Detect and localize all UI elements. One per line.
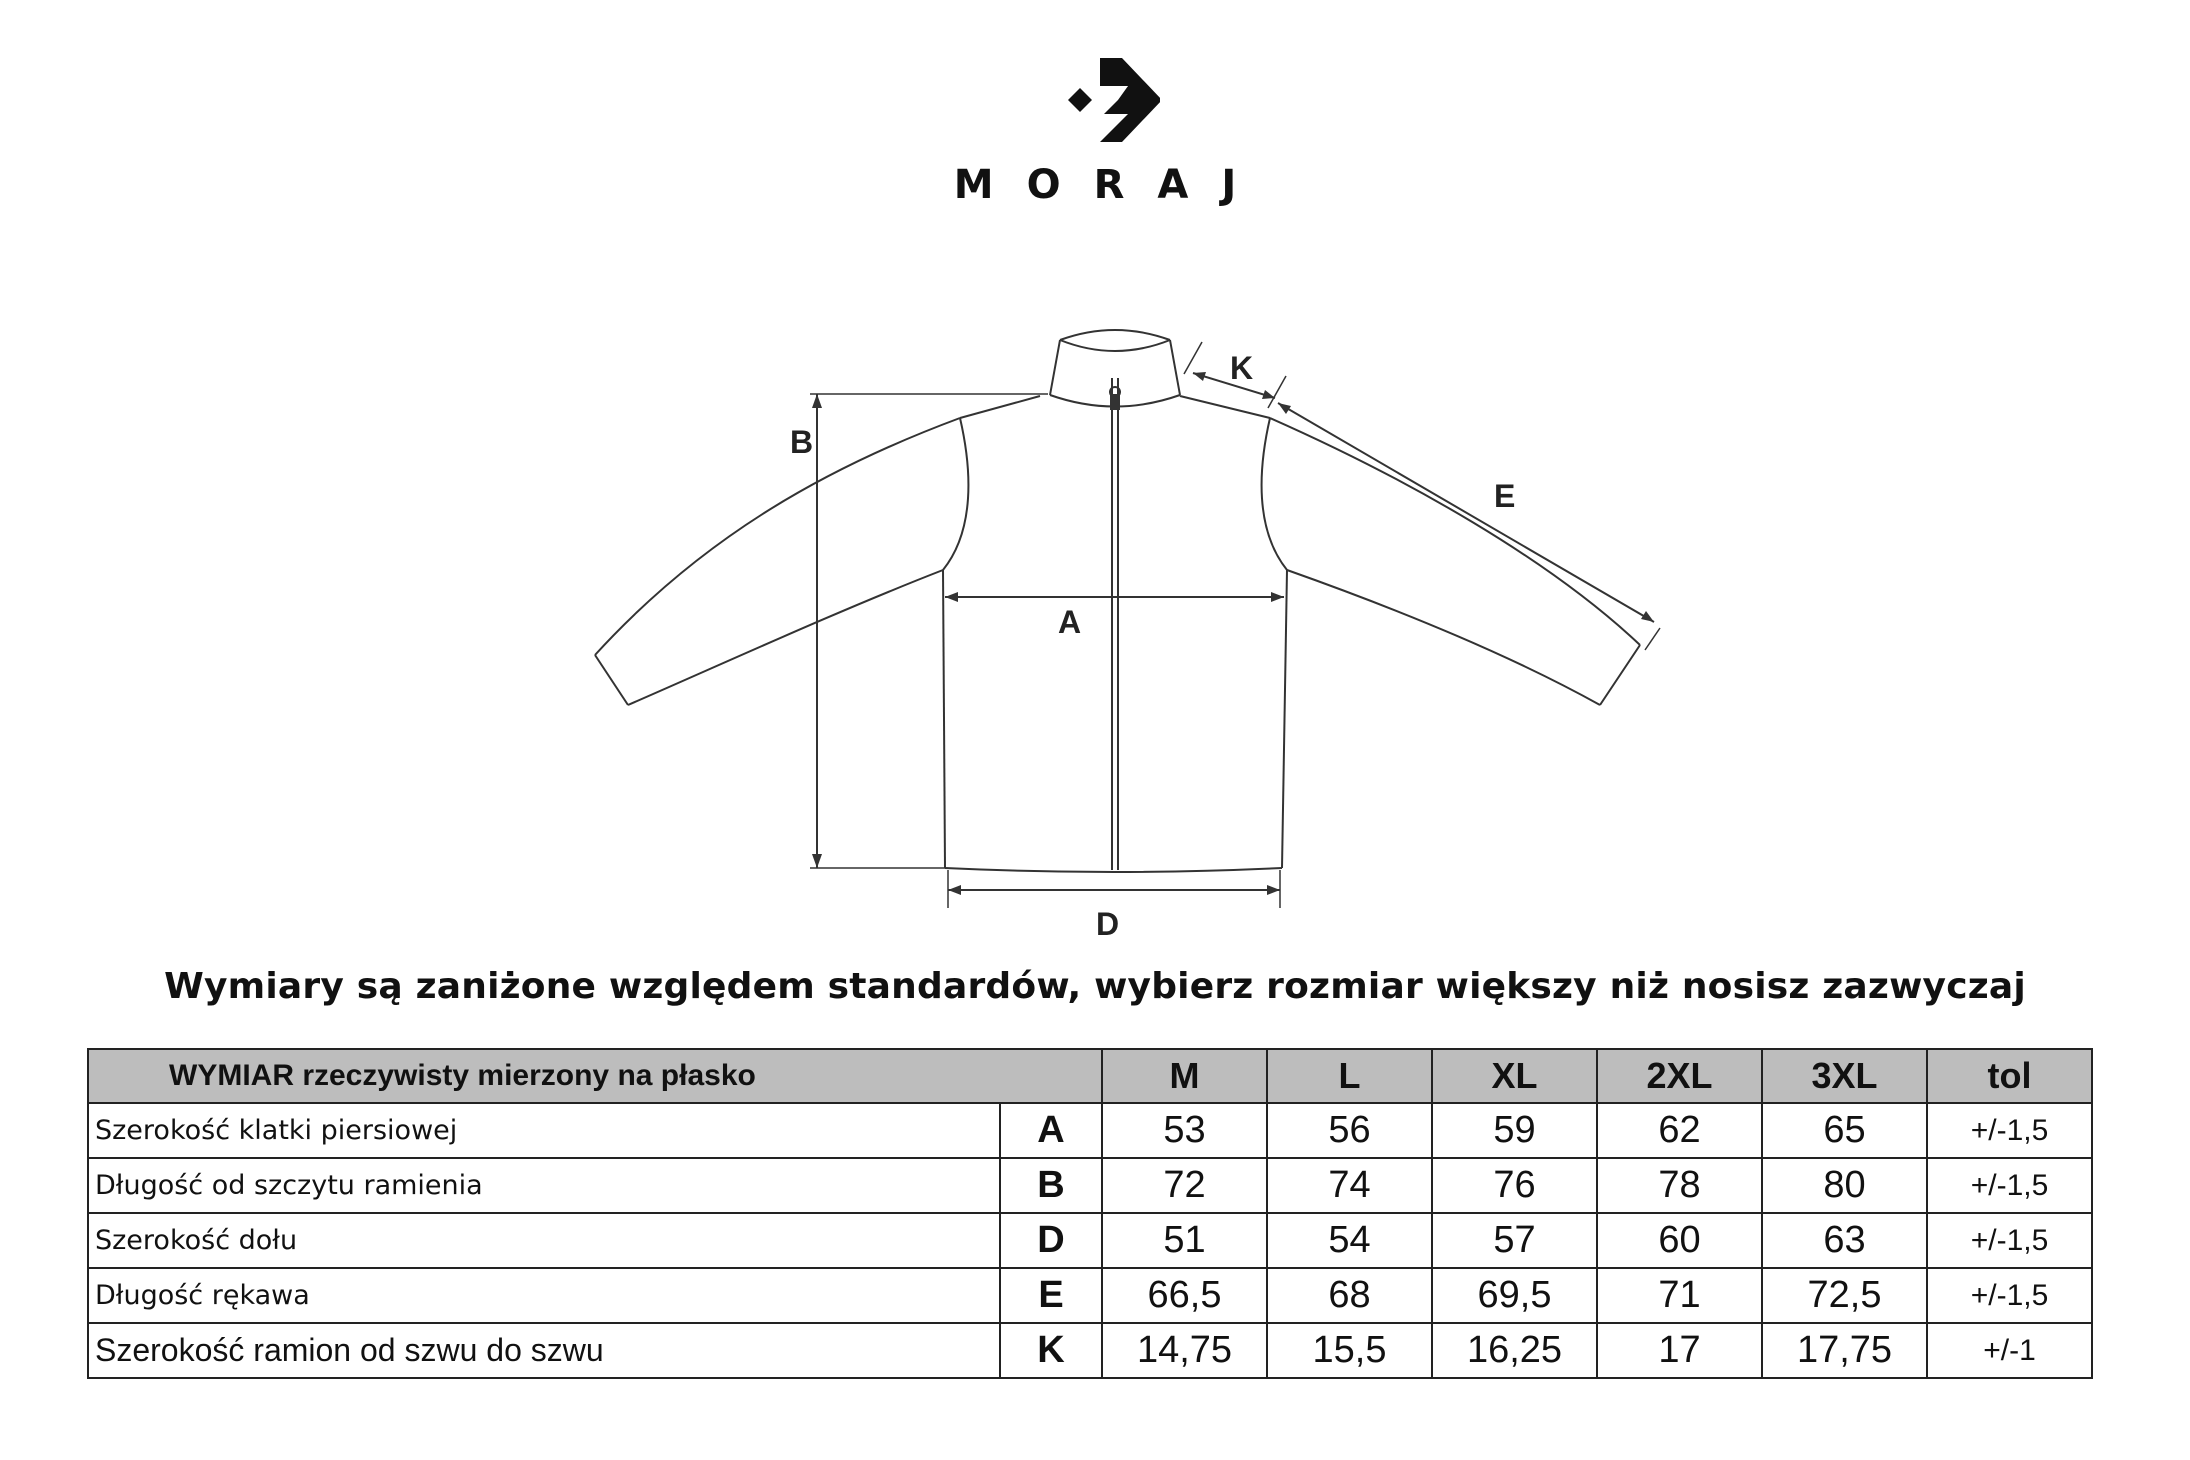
value-cell: 65: [1762, 1103, 1927, 1158]
dimension-label-b: B: [790, 424, 814, 460]
table-row: [88, 1213, 2092, 1268]
value-cell: 60: [1597, 1213, 1762, 1268]
size-header-2xl: 2XL: [1597, 1049, 1762, 1103]
table-row: [88, 1158, 2092, 1213]
size-table: [87, 1048, 2093, 1379]
row-code: K: [1000, 1323, 1102, 1378]
value-cell: 72: [1102, 1158, 1267, 1213]
value-cell: 69,5: [1432, 1268, 1597, 1323]
table-row: [88, 1323, 2092, 1378]
value-cell: 76: [1432, 1158, 1597, 1213]
value-cell: 56: [1267, 1103, 1432, 1158]
row-code: A: [1000, 1103, 1102, 1158]
value-cell: 80: [1762, 1158, 1927, 1213]
dimension-label-d: D: [1096, 906, 1120, 942]
row-code: D: [1000, 1213, 1102, 1268]
value-cell: 62: [1597, 1103, 1762, 1158]
value-cell: 51: [1102, 1213, 1267, 1268]
dimension-label-k: K: [1230, 350, 1254, 386]
row-code: E: [1000, 1268, 1102, 1323]
size-header-xl: XL: [1432, 1049, 1597, 1103]
row-label: Szerokość dołu: [88, 1213, 1000, 1268]
value-cell: 57: [1432, 1213, 1597, 1268]
dimension-label-a: A: [1058, 604, 1082, 640]
tol-cell: +/-1,5: [1927, 1158, 2092, 1213]
value-cell: 16,25: [1432, 1323, 1597, 1378]
value-cell: 59: [1432, 1103, 1597, 1158]
row-label: Szerokość ramion od szwu do szwu: [88, 1323, 1000, 1378]
value-cell: 53: [1102, 1103, 1267, 1158]
tol-cell: +/-1,5: [1927, 1268, 2092, 1323]
size-notice: Wymiary są zaniżone względem standardów, wybierz rozmiar większy niż nosisz zazwyczaj: [164, 966, 2026, 1007]
tol-header: tol: [1927, 1049, 2092, 1103]
size-header-m: M: [1102, 1049, 1267, 1103]
row-code: B: [1000, 1158, 1102, 1213]
tol-cell: +/-1,5: [1927, 1213, 2092, 1268]
size-header-l: L: [1267, 1049, 1432, 1103]
value-cell: 17: [1597, 1323, 1762, 1378]
table-row: [88, 1268, 2092, 1323]
row-label: Długość od szczytu ramienia: [88, 1158, 1000, 1213]
value-cell: 72,5: [1762, 1268, 1927, 1323]
value-cell: 78: [1597, 1158, 1762, 1213]
value-cell: 71: [1597, 1268, 1762, 1323]
size-header-3xl: 3XL: [1762, 1049, 1927, 1103]
value-cell: 63: [1762, 1213, 1927, 1268]
row-label: Szerokość klatki piersiowej: [88, 1103, 1000, 1158]
tol-cell: +/-1: [1927, 1323, 2092, 1378]
value-cell: 17,75: [1762, 1323, 1927, 1378]
value-cell: 74: [1267, 1158, 1432, 1213]
tol-cell: +/-1,5: [1927, 1103, 2092, 1158]
value-cell: 66,5: [1102, 1268, 1267, 1323]
value-cell: 54: [1267, 1213, 1432, 1268]
table-title: WYMIAR rzeczywisty mierzony na płasko: [88, 1049, 1102, 1103]
table-row: [88, 1103, 2092, 1158]
value-cell: 68: [1267, 1268, 1432, 1323]
value-cell: 15,5: [1267, 1323, 1432, 1378]
dimension-label-e: E: [1494, 478, 1516, 514]
brand-name: MORAJ: [953, 162, 1270, 208]
table-header-row: [88, 1049, 2092, 1103]
row-label: Długość rękawa: [88, 1268, 1000, 1323]
value-cell: 14,75: [1102, 1323, 1267, 1378]
